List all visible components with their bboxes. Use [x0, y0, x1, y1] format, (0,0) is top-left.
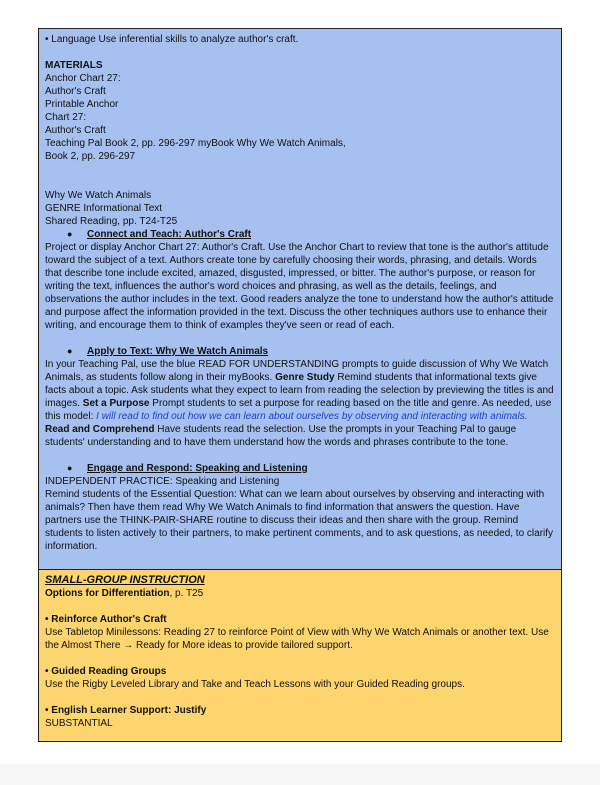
read-comprehend-text: Have students read the selection. Use the prompts in your Teaching Pal to gauge students' understanding and to have them understand how the words and phrases contribute to the tone. — [45, 424, 517, 448]
materials-line: Teaching Pal Book 2, pp. 296-297 myBook Why We Watch Animals, — [45, 138, 346, 149]
genre-line: GENRE Informational Text — [45, 203, 163, 214]
set-purpose-label: Set a Purpose — [82, 398, 150, 409]
engage-body: Remind students of the Essential Question: What can we learn about ourselves by observing and interacting with animals? Then have them read Why We Watch Animals to find information that answers the question. Have partners use the THINK-PAIR-SHARE routine to discuss their ideas and then share with the group. Remind students to listen actively to their partners, to make pertinent comments, and to ask questions, as needed, to clarify information. — [45, 489, 554, 552]
materials-line: Author's Craft — [45, 86, 106, 97]
lesson-panel — [38, 28, 562, 570]
bullet-icon: ● — [67, 229, 73, 239]
apply-text-heading — [67, 345, 555, 358]
small-group-title: SMALL-GROUP INSTRUCTION — [45, 574, 205, 586]
shared-reading-line: Shared Reading, pp. T24-T25 — [45, 216, 178, 227]
language-line: • Language Use inferential skills to analyze author's craft. — [45, 34, 299, 45]
genre-study-text: Remind students that informational texts give facts about a topic. Ask students what they expect to learn from reading the selection by previewing the titles is and images. — [45, 372, 554, 409]
set-purpose-text: Prompt students to set a purpose for reading based on the title and genre. As needed, use this model: — [45, 398, 552, 422]
materials-line: Anchor Chart 27: — [45, 73, 121, 84]
model-quote: I will read to find out how we can learn about ourselves by observing and interacting with animals. — [96, 411, 528, 422]
connect-heading-text: Connect and Teach: Author's Craft — [87, 229, 252, 240]
materials-heading: MATERIALS — [45, 60, 103, 71]
options-line — [45, 587, 555, 600]
bullet-icon: ● — [67, 463, 73, 473]
reinforce-text: Use Tabletop Minilessons: Reading 27 to reinforce Point of View with Why We Watch Animals or another text. Use the Almost There → Ready for More ideas to provide tailored support. — [45, 627, 549, 651]
materials-line: Book 2, pp. 296-297 — [45, 151, 136, 162]
materials-line: Printable Anchor — [45, 99, 119, 110]
apply-intro: In your Teaching Pal, use the blue READ FOR UNDERSTANDING prompts to guide discussion of Why We Watch Animals, as students follow along in their myBooks. — [45, 359, 549, 383]
materials-line: Chart 27: — [45, 112, 87, 123]
materials-line: Author's Craft — [45, 125, 106, 136]
options-page: , p. T25 — [169, 588, 204, 599]
guided-reading-heading: • Guided Reading Groups — [45, 666, 167, 677]
bullet-icon: ● — [67, 346, 73, 356]
read-comprehend — [45, 423, 555, 449]
options-label: Options for Differentiation — [45, 588, 170, 599]
engage-respond-heading — [67, 462, 555, 475]
independent-practice-line: INDEPENDENT PRACTICE: Speaking and Listening — [45, 476, 280, 487]
apply-body — [45, 358, 555, 423]
el-support-heading: • English Learner Support: Justify — [45, 705, 207, 716]
genre-study-label: Genre Study — [275, 372, 335, 383]
read-comprehend-label: Read and Comprehend — [45, 424, 155, 435]
engage-heading-text: Engage and Respond: Speaking and Listening — [87, 463, 308, 474]
small-group-panel — [38, 570, 562, 742]
selection-title: Why We Watch Animals — [45, 190, 152, 201]
reinforce-heading: • Reinforce Author's Craft — [45, 614, 167, 625]
connect-teach-heading — [67, 228, 555, 241]
apply-heading-text: Apply to Text: Why We Watch Animals — [87, 346, 269, 357]
connect-body: Project or display Anchor Chart 27: Author's Craft. Use the Anchor Chart to review that tone is the author's attitude toward the subject of a text. Authors create tone by carefully choosing their words, phrasing, and details. Words that describe tone include excited, amazed, disgusted, impressed, or bitter. The author's purpose, or reason for writing the text, influences the author's word choices and phrasing, as well as the details, feelings, and observations the author includes in the text. Good readers analyze the tone to understand how the author's attitude and purpose affect the information provided in the text. Discuss the other techniques authors use to enhance their writing, and encourage them to think of examples they've seen or read of each. — [45, 242, 554, 331]
guided-reading-text: Use the Rigby Leveled Library and Take and Teach Lessons with your Guided Reading groups. — [45, 679, 465, 690]
el-support-text: SUBSTANTIAL — [45, 718, 113, 729]
